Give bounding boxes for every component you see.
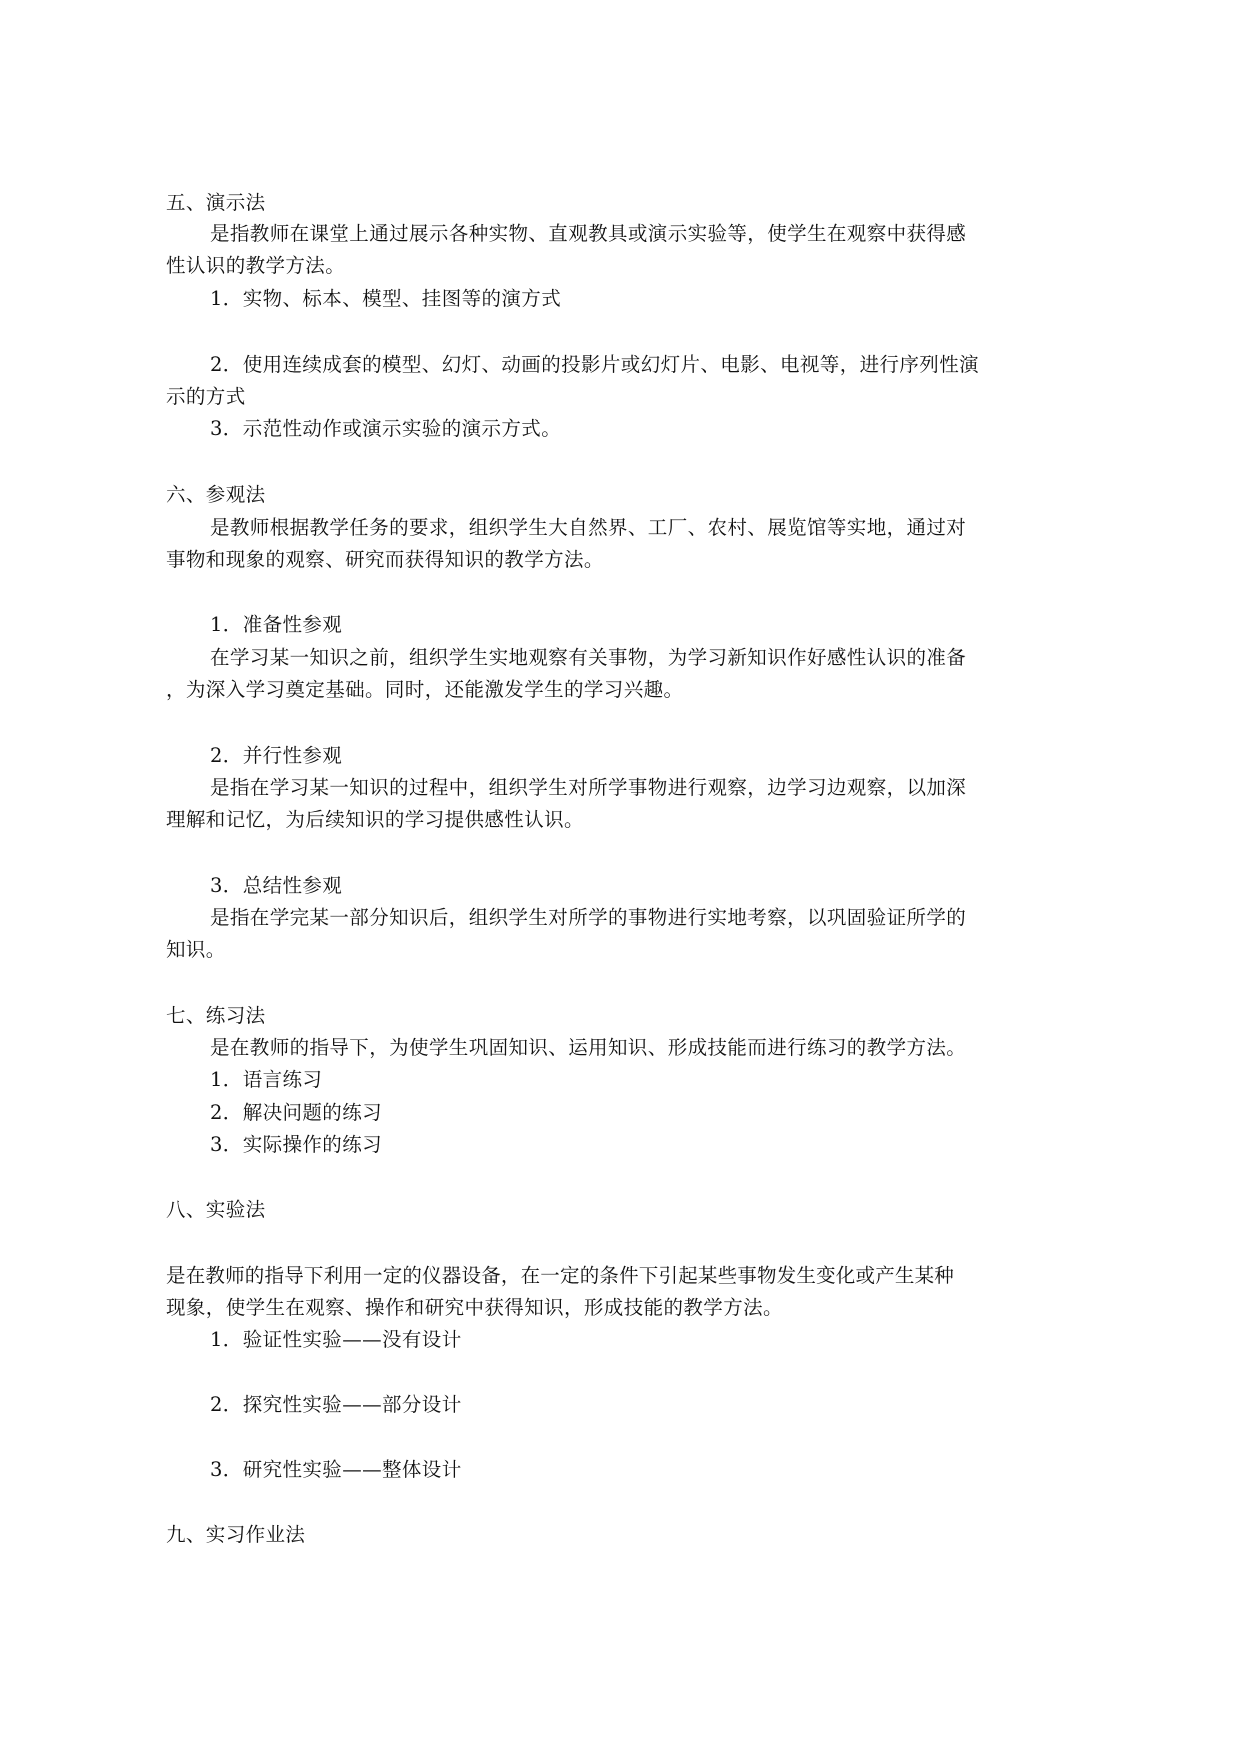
heading-experiment-method: 八、实验法: [166, 1198, 266, 1221]
list-item: 2．探究性实验——部分设计: [210, 1393, 462, 1416]
list-item: 3．总结性参观: [210, 874, 343, 897]
list-item: 1．语言练习: [210, 1068, 323, 1091]
paragraph-line: 现象，使学生在观察、操作和研究中获得知识，形成技能的教学方法。: [166, 1296, 783, 1319]
paragraph-line: 性认识的教学方法。: [166, 254, 346, 277]
list-item: 1．验证性实验——没有设计: [210, 1328, 462, 1351]
list-item: 1．实物、标本、模型、挂图等的演方式: [210, 287, 562, 310]
list-item: 2．解决问题的练习: [210, 1101, 383, 1124]
paragraph-line: 是指教师在课堂上通过展示各种实物、直观教具或演示实验等，使学生在观察中获得感: [210, 222, 967, 245]
list-item: 3．实际操作的练习: [210, 1133, 383, 1156]
paragraph-line: 理解和记忆，为后续知识的学习提供感性认识。: [166, 808, 584, 831]
heading-practice-method: 七、练习法: [166, 1004, 266, 1027]
paragraph-line: 是在教师的指导下利用一定的仪器设备，在一定的条件下引起某些事物发生变化或产生某种: [166, 1264, 955, 1287]
paragraph-line: 知识。: [166, 938, 226, 961]
list-item: 3．研究性实验——整体设计: [210, 1458, 462, 1481]
heading-demonstration-method: 五、演示法: [166, 191, 266, 214]
paragraph-line: 是指在学完某一部分知识后，组织学生对所学的事物进行实地考察，以巩固验证所学的: [210, 906, 967, 929]
paragraph-line: 在学习某一知识之前，组织学生实地观察有关事物，为学习新知识作好感性认识的准备: [210, 646, 967, 669]
list-item: 2．并行性参观: [210, 744, 343, 767]
paragraph-line: 是教师根据教学任务的要求，组织学生大自然界、工厂、农村、展览馆等实地，通过对: [210, 516, 967, 539]
list-item: 2．使用连续成套的模型、幻灯、动画的投影片或幻灯片、电影、电视等，进行序列性演: [210, 353, 980, 376]
paragraph-line: 是指在学习某一知识的过程中，组织学生对所学事物进行观察，边学习边观察，以加深: [210, 776, 967, 799]
paragraph-line: 示的方式: [166, 385, 246, 408]
paragraph-line: 事物和现象的观察、研究而获得知识的教学方法。: [166, 548, 604, 571]
paragraph-line: 是在教师的指导下，为使学生巩固知识、运用知识、形成技能而进行练习的教学方法。: [210, 1036, 967, 1059]
paragraph-line: ，为深入学习奠定基础。同时，还能激发学生的学习兴趣。: [166, 678, 684, 701]
heading-visit-method: 六、参观法: [166, 483, 266, 506]
list-item: 3．示范性动作或演示实验的演示方式。: [210, 417, 562, 440]
list-item: 1．准备性参观: [210, 613, 343, 636]
heading-internship-method: 九、实习作业法: [166, 1523, 306, 1546]
